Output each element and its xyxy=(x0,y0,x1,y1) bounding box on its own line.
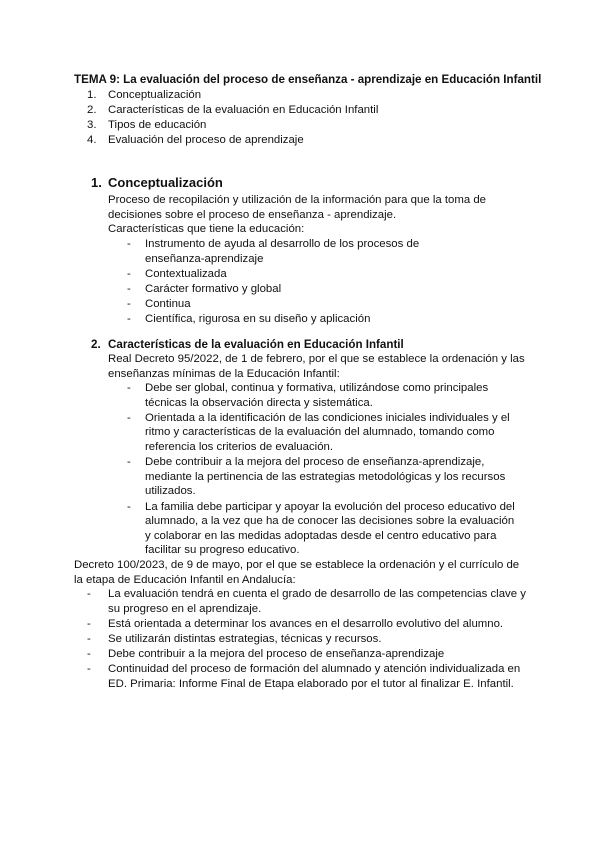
toc-label: Tipos de educación xyxy=(108,119,207,131)
section-2-list xyxy=(127,381,517,559)
list-item: - Se utilizarán distintas estrategias, técnicas y recursos. xyxy=(87,632,527,647)
toc-item xyxy=(87,103,378,118)
table-of-contents xyxy=(87,88,378,148)
list-item: - Contextualizada xyxy=(127,267,427,282)
section-number: 1. xyxy=(91,175,102,190)
section-2-paragraph: Real Decreto 95/2022, de 1 de febrero, por el que se establece la ordenación y las enseñanzas mínimas de la Educación Infantil: xyxy=(108,353,525,380)
list-item: - Debe contribuir a la mejora del proceso de enseñanza-aprendizaje xyxy=(87,647,527,662)
section-number: 2. xyxy=(91,338,101,351)
toc-item xyxy=(87,118,378,133)
list-item: - Continuidad del proceso de formación del alumnado y atención individualizada en ED. Primaria: Informe Final de Etapa elaborado por el tutor al finalizar E. Infantil. xyxy=(87,662,527,691)
list-item: - La evaluación tendrá en cuenta el grado de desarrollo de las competencias clave y su progreso en el aprendizaje. xyxy=(87,587,527,616)
toc-item xyxy=(87,88,378,103)
toc-number: 1. xyxy=(87,89,97,101)
list-item: - Continua xyxy=(127,297,427,312)
list-item: - Científica, rigurosa en su diseño y aplicación xyxy=(127,312,427,327)
section-title: Características de la evaluación en Educación Infantil xyxy=(108,338,404,351)
list-item: - La familia debe participar y apoyar la evolución del proceso educativo del alumnado, a la vez que ha de conocer las decisiones sobre la evaluación y colaborar en las medidas adoptadas desde el centro educativo para facilitar su progreso educativo. xyxy=(127,500,517,558)
toc-label: Conceptualización xyxy=(108,89,202,101)
list-item: - Debe contribuir a la mejora del proceso de enseñanza-aprendizaje, mediante la pertinencia de las estrategias metodológicas y los recursos utilizados. xyxy=(127,455,517,499)
list-item: - Está orientada a determinar los avances en el desarrollo evolutivo del alumno. xyxy=(87,617,527,632)
toc-number: 2. xyxy=(87,104,97,116)
decree-list xyxy=(87,587,527,692)
decree-paragraph: Decreto 100/2023, de 9 de mayo, por el que se establece la ordenación y el currículo de la etapa de Educación Infantil en Andalucía: xyxy=(74,559,520,586)
toc-number: 3. xyxy=(87,119,97,131)
list-item: - Debe ser global, continua y formativa, utilizándose como principales técnicas la observación directa y sistemática. xyxy=(127,381,517,410)
toc-label: Características de la evaluación en Educación Infantil xyxy=(108,104,379,116)
section-1-paragraph: Proceso de recopilación y utilización de la información para que la toma de decisiones sobre el proceso de enseñanza - aprendizaje. xyxy=(108,194,487,221)
list-item: - Orientada a la identificación de las condiciones iniciales individuales y el ritmo y características de la evaluación del alumnado, tomando como referencia los criterios de evaluación. xyxy=(127,411,517,455)
section-1-subheading: Características que tiene la educación: xyxy=(108,223,305,235)
topic-title: TEMA 9: La evaluación del proceso de enseñanza - aprendizaje en Educación Infantil xyxy=(74,73,542,86)
toc-item xyxy=(87,133,378,148)
section-2-heading xyxy=(91,338,404,353)
list-item: - Carácter formativo y global xyxy=(127,282,427,297)
section-1-list xyxy=(127,237,427,328)
list-item: - Instrumento de ayuda al desarrollo de los procesos de enseñanza-aprendizaje xyxy=(127,237,427,266)
section-title: Conceptualización xyxy=(108,175,223,190)
toc-number: 4. xyxy=(87,134,97,146)
toc-label: Evaluación del proceso de aprendizaje xyxy=(108,134,304,146)
section-1-heading xyxy=(91,176,223,191)
